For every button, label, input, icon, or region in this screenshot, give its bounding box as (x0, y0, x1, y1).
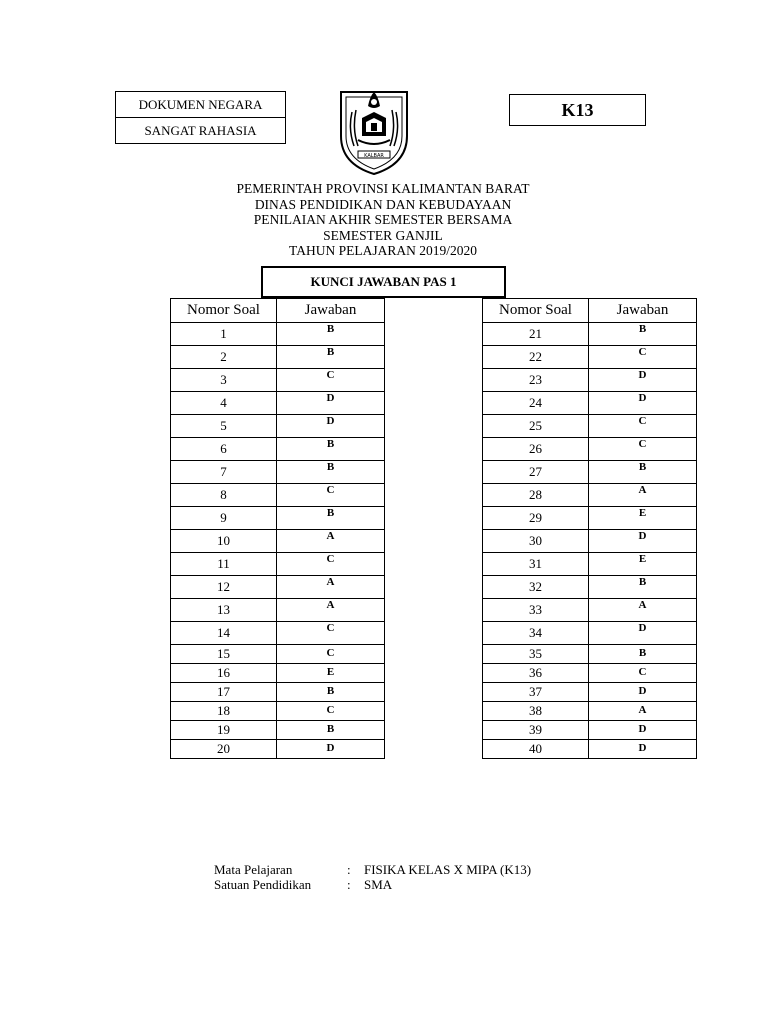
answer-table-left (170, 298, 385, 759)
answer-value: B (277, 721, 385, 740)
table-row (171, 702, 385, 721)
answer-value: B (277, 461, 385, 484)
question-number: 18 (171, 702, 277, 721)
table-row (171, 369, 385, 392)
question-number: 27 (483, 461, 589, 484)
question-number: 23 (483, 369, 589, 392)
answer-value: A (589, 702, 697, 721)
emblem-icon (336, 84, 412, 176)
question-number: 20 (171, 740, 277, 759)
question-number: 31 (483, 553, 589, 576)
question-number: 3 (171, 369, 277, 392)
table-row (171, 507, 385, 530)
table-row (171, 415, 385, 438)
answer-value: D (589, 622, 697, 645)
answer-value: E (589, 507, 697, 530)
answer-value: D (277, 392, 385, 415)
table-row (171, 438, 385, 461)
question-number: 33 (483, 599, 589, 622)
answer-value: B (277, 438, 385, 461)
question-number: 24 (483, 392, 589, 415)
table-row (483, 530, 697, 553)
classification-line-1: DOKUMEN NEGARA (138, 97, 263, 112)
table-row (171, 530, 385, 553)
question-number: 4 (171, 392, 277, 415)
table-row (483, 346, 697, 369)
table-row (483, 507, 697, 530)
question-number: 35 (483, 645, 589, 664)
table-row (483, 323, 697, 346)
question-number: 38 (483, 702, 589, 721)
classification-line-2: SANGAT RAHASIA (116, 117, 285, 143)
question-number: 25 (483, 415, 589, 438)
answer-value: D (589, 721, 697, 740)
unit-separator: : (347, 877, 351, 892)
table-row (171, 721, 385, 740)
answer-value: A (277, 576, 385, 599)
answer-value: D (589, 392, 697, 415)
answer-table-right (482, 298, 697, 759)
answer-value: D (589, 683, 697, 702)
question-number: 29 (483, 507, 589, 530)
subject-separator: : (347, 862, 351, 877)
table-row (171, 461, 385, 484)
answer-value: D (589, 740, 697, 759)
table-row (171, 599, 385, 622)
answer-value: C (589, 415, 697, 438)
question-number: 34 (483, 622, 589, 645)
column-header-number: Nomor Soal (171, 299, 277, 323)
answer-value: C (277, 622, 385, 645)
question-number: 30 (483, 530, 589, 553)
table-row (483, 622, 697, 645)
table-row (483, 438, 697, 461)
table-row (483, 415, 697, 438)
question-number: 32 (483, 576, 589, 599)
answer-value: B (589, 461, 697, 484)
document-header (150, 181, 616, 259)
answer-value: A (277, 599, 385, 622)
question-number: 5 (171, 415, 277, 438)
table-row (483, 740, 697, 759)
header-line-2: DINAS PENDIDIKAN DAN KEBUDAYAAN (254, 196, 512, 212)
table-row (171, 392, 385, 415)
column-header-answer: Jawaban (277, 299, 385, 323)
question-number: 10 (171, 530, 277, 553)
question-number: 39 (483, 721, 589, 740)
table-row (483, 553, 697, 576)
question-number: 21 (483, 323, 589, 346)
answer-value: D (589, 530, 697, 553)
question-number: 37 (483, 683, 589, 702)
table-row (483, 683, 697, 702)
answer-value: C (589, 664, 697, 683)
table-row (171, 553, 385, 576)
answer-value: E (277, 664, 385, 683)
header-line-1: PEMERINTAH PROVINSI KALIMANTAN BARAT (236, 181, 530, 196)
emblem-motto: KALBAR (364, 153, 384, 159)
question-number: 40 (483, 740, 589, 759)
question-number: 7 (171, 461, 277, 484)
answer-value: E (589, 553, 697, 576)
answer-key-title: KUNCI JAWABAN PAS 1 (261, 266, 506, 298)
header-line-3: PENILAIAN AKHIR SEMESTER BERSAMA (253, 212, 513, 227)
question-number: 19 (171, 721, 277, 740)
header-line-4: SEMESTER GANJIL (323, 227, 443, 243)
answer-value: D (589, 369, 697, 392)
answer-value: B (277, 683, 385, 702)
table-row (171, 323, 385, 346)
question-number: 11 (171, 553, 277, 576)
answer-value: C (277, 702, 385, 721)
question-number: 12 (171, 576, 277, 599)
answer-value: D (277, 740, 385, 759)
answer-value: A (589, 599, 697, 622)
question-number: 13 (171, 599, 277, 622)
answer-value: B (589, 645, 697, 664)
table-row (483, 461, 697, 484)
answer-value: C (589, 346, 697, 369)
table-row (171, 683, 385, 702)
question-number: 17 (171, 683, 277, 702)
table-row (171, 645, 385, 664)
unit-label: Satuan Pendidikan (214, 877, 312, 892)
answer-value: D (277, 415, 385, 438)
question-number: 26 (483, 438, 589, 461)
answer-value: A (589, 484, 697, 507)
answer-value: C (589, 438, 697, 461)
subject-label: Mata Pelajaran (214, 862, 293, 877)
curriculum-label: K13 (509, 94, 646, 126)
answer-value: A (277, 530, 385, 553)
table-row (483, 484, 697, 507)
column-header-answer: Jawaban (589, 299, 697, 323)
answer-value: B (589, 323, 697, 346)
question-number: 14 (171, 622, 277, 645)
table-row (483, 702, 697, 721)
answer-value: C (277, 645, 385, 664)
header-line-5: TAHUN PELAJARAN 2019/2020 (289, 243, 477, 258)
question-number: 2 (171, 346, 277, 369)
table-row (171, 346, 385, 369)
question-number: 16 (171, 664, 277, 683)
answer-value: C (277, 369, 385, 392)
question-number: 1 (171, 323, 277, 346)
table-row (483, 576, 697, 599)
table-row (171, 576, 385, 599)
question-number: 15 (171, 645, 277, 664)
question-number: 9 (171, 507, 277, 530)
answer-value: C (277, 553, 385, 576)
table-row (483, 392, 697, 415)
question-number: 36 (483, 664, 589, 683)
table-row (171, 484, 385, 507)
answer-value: B (277, 346, 385, 369)
classification-box (115, 91, 286, 144)
unit-value: SMA (364, 877, 393, 892)
question-number: 28 (483, 484, 589, 507)
table-row (483, 645, 697, 664)
table-row (483, 721, 697, 740)
column-header-number: Nomor Soal (483, 299, 589, 323)
table-row (171, 622, 385, 645)
table-row (483, 664, 697, 683)
answer-value: B (277, 507, 385, 530)
question-number: 6 (171, 438, 277, 461)
table-row (483, 599, 697, 622)
footer-info (214, 862, 531, 892)
question-number: 22 (483, 346, 589, 369)
table-row (171, 740, 385, 759)
provincial-emblem-logo (336, 84, 412, 176)
answer-value: B (589, 576, 697, 599)
table-row (483, 369, 697, 392)
question-number: 8 (171, 484, 277, 507)
table-row (171, 664, 385, 683)
answer-value: B (277, 323, 385, 346)
answer-value: C (277, 484, 385, 507)
subject-value: FISIKA KELAS X MIPA (K13) (364, 862, 532, 877)
